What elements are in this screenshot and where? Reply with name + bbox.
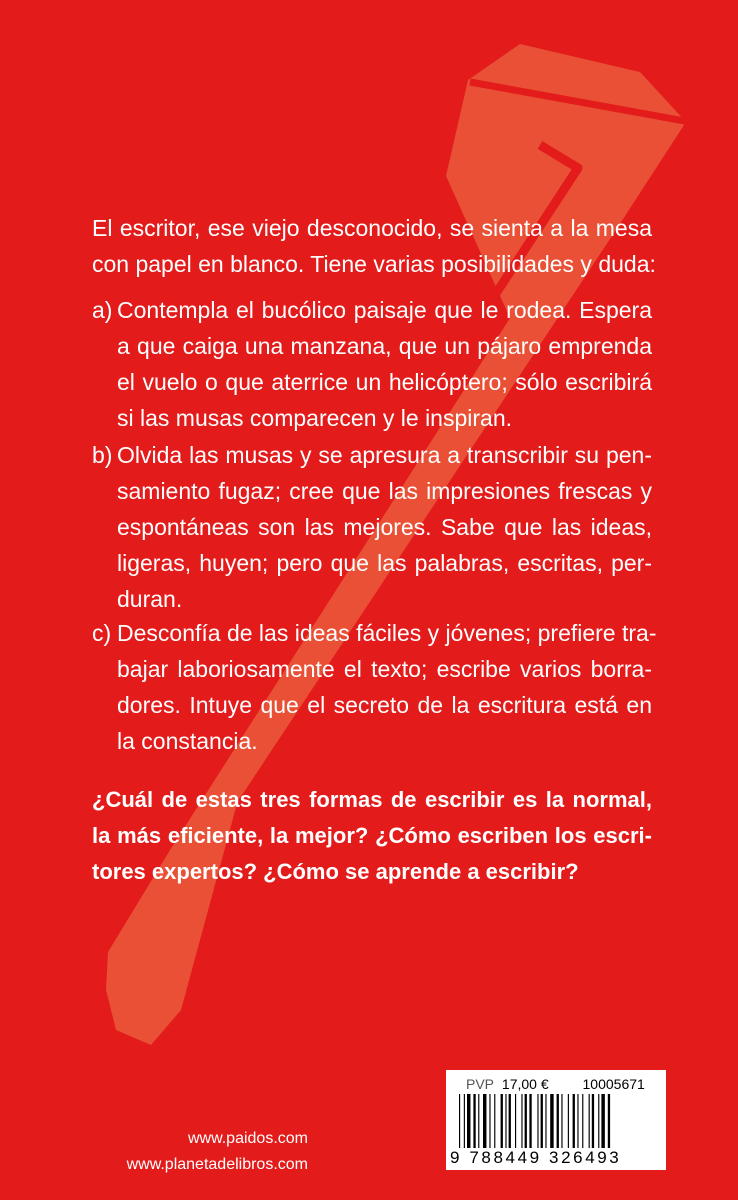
option-line: ligeras, huyen; pero que las palabras, escritas, per-: [117, 550, 652, 576]
barcode-bar: [598, 1094, 599, 1148]
option-line: Olvida las musas y se apresura a transcribir su pen-: [117, 442, 652, 468]
barcode-bar: [545, 1094, 546, 1148]
option-line: la constancia.: [117, 728, 258, 754]
question-line: tores expertos? ¿Cómo se aprende a escribir?: [92, 859, 579, 884]
option-c: [92, 615, 657, 759]
option-line: espontáneas son las mejores. Sabe que las ideas,: [117, 514, 652, 540]
barcode-bar: [557, 1094, 559, 1148]
barcode-bar: [515, 1094, 516, 1148]
intro-paragraph: [92, 210, 656, 282]
barcode-bar: [577, 1094, 578, 1148]
barcode-bar: [550, 1094, 553, 1148]
product-code: 10005671: [582, 1076, 645, 1092]
option-a: [92, 292, 652, 436]
barcode-bar: [582, 1094, 583, 1148]
price-row: [466, 1076, 656, 1092]
price-value: 17,00 €: [501, 1076, 549, 1092]
questions-paragraph: [92, 782, 652, 890]
publisher-urls: [88, 1126, 308, 1178]
option-line: bajar laboriosamente el texto; escribe varios borra-: [117, 656, 652, 682]
barcode-bar: [541, 1094, 543, 1148]
option-line: Desconfía de las ideas fáciles y jóvenes; prefiere tra-: [117, 620, 657, 646]
barcode-bar: [529, 1094, 531, 1148]
intro-line: El escritor, ese viejo desconocido, se sienta a la mesa: [92, 215, 652, 241]
barcode-bar: [509, 1094, 511, 1148]
isbn-digits: 9 788449 326493: [450, 1148, 622, 1167]
barcode-bar: [568, 1094, 569, 1148]
option-line: Contempla el bucólico paisaje que le rodea. Espera: [117, 297, 652, 323]
barcode-bar: [473, 1094, 475, 1148]
barcode-bar: [483, 1094, 486, 1148]
question-line: la más eficiente, la mejor? ¿Cómo escriben los escri-: [92, 823, 652, 848]
barcode-bar: [505, 1094, 506, 1148]
barcode-bar: [521, 1094, 522, 1148]
barcode-bar: [525, 1094, 527, 1148]
pvp-label: PVP: [466, 1076, 495, 1092]
question-line: ¿Cuál de estas tres formas de escribir es la normal,: [92, 787, 652, 812]
option-line: el vuelo o que aterrice un helicóptero; sólo escribirá: [117, 369, 652, 395]
url-paidos[interactable]: www.paidos.com: [187, 1130, 308, 1147]
barcode-bar: [494, 1094, 495, 1148]
intro-line: con papel en blanco. Tiene varias posibilidades y duda:: [92, 251, 656, 277]
option-line: dores. Intuye que el secreto de la escritura está en: [117, 692, 652, 718]
barcode-icon: [459, 1094, 656, 1148]
barcode-bar: [501, 1094, 503, 1148]
option-line: samiento fugaz; cree que las impresiones frescas y: [117, 478, 652, 504]
barcode-bar: [467, 1094, 470, 1148]
url-planetadelibros[interactable]: www.planetadelibros.com: [126, 1156, 308, 1173]
barcode-bar: [464, 1094, 465, 1148]
barcode-bar: [537, 1094, 538, 1148]
barcode-bar: [459, 1094, 460, 1148]
option-line: duran.: [117, 586, 183, 612]
barcode-bar: [478, 1094, 479, 1148]
barcode-bar: [489, 1094, 490, 1148]
option-marker: b): [92, 442, 113, 468]
barcode-bar: [573, 1094, 575, 1148]
barcode-bar: [608, 1094, 610, 1148]
option-b: [92, 437, 652, 617]
option-line: si las musas comparecen y le inspiran.: [117, 405, 512, 431]
option-marker: c): [92, 620, 112, 646]
barcode-bar: [561, 1094, 562, 1148]
option-marker: a): [92, 297, 113, 323]
barcode-bar: [592, 1094, 594, 1148]
barcode-bar: [601, 1094, 604, 1148]
barcode-bar: [589, 1094, 590, 1148]
option-line: a que caiga una manzana, que un pájaro emprenda: [117, 333, 652, 359]
